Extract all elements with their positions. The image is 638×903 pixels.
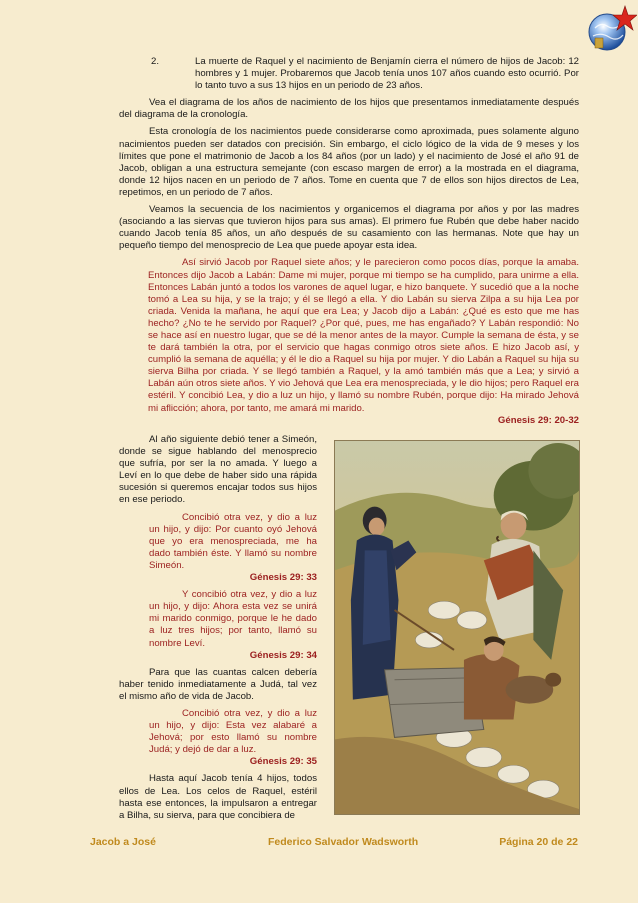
paragraph: Para que las cuantas calcen debería haber tenido inmediatamente a Judá, tal vez el mismo año de vida de Jacob.: [119, 666, 317, 702]
paragraph: Hasta aquí Jacob tenía 4 hijos, todos ellos de Lea. Los celos de Raquel, estéril hasta ese entonces, la impulsaron a entregar a Bilha, su sierva, para que concibiera de: [119, 773, 317, 821]
bible-quote: Y concibió otra vez, y dio a luz un hijo, y dijo: Ahora esta vez se unirá mi marido conmigo, porque le he dado a luz tres hijos; por tanto, llamó su nombre Leví.: [149, 589, 317, 649]
jacob-rachel-painting: [334, 440, 580, 815]
footer-author: Federico Salvador Wadsworth: [268, 836, 419, 848]
bible-quote: Concibió otra vez, y dio a luz un hijo, y dijo: Esta vez alabaré a Jehová; por esto llamó su nombre Judá; y dejó de dar a luz.: [149, 707, 317, 756]
quote-reference: Génesis 29: 35: [249, 756, 317, 768]
paragraph: Vea el diagrama de los años de nacimiento de los hijos que presentamos inmediatamente después del diagrama de la cronología.: [119, 97, 579, 121]
footer-page-number: Página 20 de 22: [499, 836, 578, 848]
paragraph: Esta cronología de los nacimientos puede considerarse como aproximada, pues solamente alguno nacimientos pueden ser datados con precisión. Sin embargo, el ciclo lógico de la vida de 9 meses y los límites que pone el matrimonio de Jacob a los 84 años (por un lado) y el nacimiento de José el año 91 de Jacob, obligan a una estructura semejante (con escaso margen de error) a la mostrada en el diagrama, donde 12 hijos nacen en un periodo de 7 años. Tome en cuenta que 7 de ellos son hijos directos de Lea, repetimos, en un periodo de 7 años.: [119, 126, 579, 198]
paragraph: Veamos la secuencia de los nacimientos y organicemos el diagrama por años y por las madres (asociando a las siervas que tuvieron hijos para sus amas). El primero fue Rubén que debe haber nacido cuando Jacob tenía 85 años, un año después de su casamiento con las hermanas. Note que hay un pequeño tiempo del menosprecio de Lea que puede apoyar esta idea.: [119, 204, 579, 252]
quote-reference: Génesis 29: 34: [249, 649, 317, 661]
globe-star-logo: [585, 2, 637, 54]
bible-quote: Así sirvió Jacob por Raquel siete años; y le parecieron como pocos días, porque la amaba. Entonces dijo Jacob a Labán: Dame mi mujer, porque mi tiempo se ha cumplido, para unirme a ella. Entonces Labán juntó a todos los varones de aquel lugar, e hizo banquete. Y sucedió que a la noche tomó a Lea su hija, y se la trajo; y él se llegó a ella. Y dio Labán su sierva Zilpa a su hija Lea por criada. Venida la mañana, he aquí que era Lea; y Jacob dijo a Labán: ¿Qué es esto que me has hecho? ¿No te he servido por Raquel? ¿Por qué, pues, me has engañado? Y Labán respondió: No se hace así en nuestro lugar, que se dé la menor antes de la mayor. Cumple la semana de ésta, y se te dará también la otra, por el servicio que hagas conmigo otros siete años. E hizo Jacob así, y cumplió la semana de aquélla; y él le dio a Raquel su hija por mujer. Y dio Labán a Raquel su hija su sierva Bilha por criada. Y se llegó también a Raquel, y la amó también más que a Lea; y sirvió a Labán aún otros siete años. Y vio Jehová que Lea era menospreciada, y le dio hijos; pero Raquel era estéril. Y concibió Lea, y dio a luz un hijo, y llamó su nombre Rubén, porque dijo: Ha mirado Jehová mi aflicción; ahora, por tanto, me amará mi marido.: [148, 257, 579, 414]
paragraph: Al año siguiente debió tener a Simeón, donde se sigue hablando del menosprecio que sufría, por ser la no amada. Y luego a Leví en lo que debe de haber sido una rápida sucesión si queremos encajar todos sus hijos en ese periodo.: [119, 434, 317, 506]
item-number: 2.: [151, 56, 160, 67]
main-text: [119, 56, 579, 427]
quote-reference: Génesis 29: 33: [249, 572, 317, 584]
bible-quote: Concibió otra vez, y dio a luz un hijo, y dijo: Por cuanto oyó Jehová que yo era menospreciada, me ha dado también éste. Y llamó su nombre Simeón.: [149, 511, 317, 571]
numbered-item: [119, 56, 579, 92]
footer-title: Jacob a José: [90, 836, 156, 848]
page-footer: [90, 836, 578, 850]
item-text: La muerte de Raquel y el nacimiento de Benjamín cierra el número de hijos de Jacob: 12 hombres y 1 mujer. Probaremos que Jacob tenía unos 107 años cuando esto ocurrió. Por lo tanto tuvo a sus 13 hijos en un periodo de 23 años.: [195, 56, 579, 92]
quote-reference: Génesis 29: 20-32: [497, 414, 579, 426]
left-column: [119, 434, 317, 822]
